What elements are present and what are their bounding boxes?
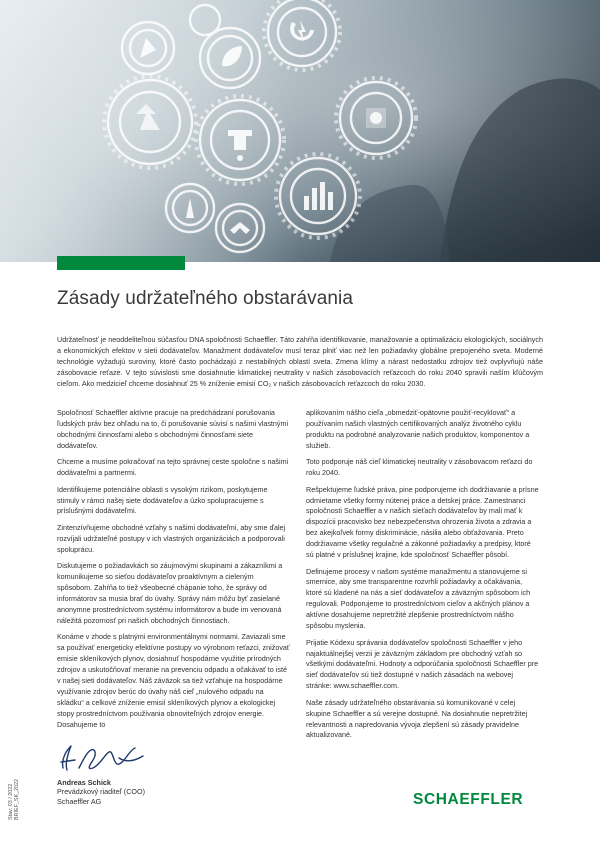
right-paragraph: Rešpektujeme ľudské práva, pine podporujeme ich dodržiavanie a prísne odmietame všetky formy nútenej práce a detskej práce. Zamestnanci spoločnosti Schaeffler a v našich sieťach dodávateľov by mali mať k dispozícii pracovisko bez nebezpečenstva ohrozenia života a zdravia a bez akejkoľvek formy diskriminácie, násilia alebo obťažovania. Preto dodržiavame všetky regulačné a zákonné požiadavky a predpisy, ktoré sú platné v príslušnej krajine, kde spoločnosť Schaeffler pôsobí. xyxy=(306,484,539,560)
left-paragraph: Spoločnosť Schaeffler aktívne pracuje na predchádzaní porušovania ľudských práv bez ohľadu na to, či porušovanie súvisí s našimi vlastnými obchodnými činnosťami alebo s obchodnými činnosťami siete dodávateľov. xyxy=(57,408,289,450)
right-column xyxy=(306,408,539,747)
hero-image xyxy=(0,0,600,262)
handwritten-signature xyxy=(57,740,147,774)
right-paragraph: aplikovaním nášho cieľa „obmedziť-opätovne použiť-recyklovať“ a používaním našich vlastných certifikovaných analýz životného cyklu produktu na podrobné analyzovanie našich produktov, komponentov a služieb. xyxy=(306,408,530,450)
right-paragraph: Prijatie Kódexu správania dodávateľov spoločnosti Schaeffler v jeho najaktuálnejšej verzii je záväzným základom pre obchodný vzťah so všetkými dodávateľmi. Hodnoty a odporúčania spoločnosti Schaeffler pre sieť dodávateľov sú tiež dostupné v našich zásadách na webovej stránke: www.schaeffler.com. xyxy=(306,637,539,691)
side-status-text xyxy=(8,779,20,820)
right-paragraph: Definujeme procesy v našom systéme manažmentu a stanovujeme si smernice, aby sme transparentne rozvrhli požiadavky a očakávania, ktoré sú kladené na nás a sieť dodávateľov a záväzným spôsobom ich regulovali. Podporujeme to prostredníctvom cieľov a akčných plánov a aktívne dosahujeme nepretržité zlepšenie prostredníctvom nášho spôsobu myslenia. xyxy=(306,566,531,631)
page-title: Zásady udržateľného obstarávania xyxy=(57,288,354,309)
left-paragraph: Konáme v zhode s platnými environmentálnymi normami. Zaviazali sme sa používať energeticky efektívne postupy vo výrobnom reťazci, znižovať emisie skleníkových plynov, dosiahnuť hospodárne využitie prírodných zdrojov a uskutočňovať meranie na prevenciu odpadu a očakávať to isté v našej sieti dodávateľov. Náš záväzok sa tiež vzťahuje na hospodárne využívanie zdrojov berúc do úvahy náš cieľ „nulového odpadu na skládku“ a celkové zníženie emisií skleníkových plynov a ekologickej stopy prostredníctvom používania obnoviteľných zdrojov energie. Dosahujeme to xyxy=(57,632,290,729)
document-code: BRIEF_SK_2022 xyxy=(14,778,20,820)
right-paragraph: Naše zásady udržateľného obstarávania sú komunikované v celej skupine Schaeffler a sú verejne dostupné. Na dosiahnutie nepretržitej relevantnosti a napredovania vývoja zlepšení sú zásady pravidelne aktualizované. xyxy=(306,697,528,740)
right-paragraph: Toto podporuje náš cieľ klimatickej neutrality v zásobovacom reťazci do roku 2040. xyxy=(306,457,533,478)
left-paragraph: Zintenzívňujeme obchodné vzťahy s našimi dodávateľmi, aby sme ďalej rozvíjali udržateľné postupy v ich vlastných organizáciách a podporovali spoluprácu. xyxy=(57,522,286,554)
left-paragraph: Identifikujeme potenciálne oblasti s vysokým rizikom, poskytujeme stimuly v rámci našej siete dodávateľov a úzko spolupracujeme s príslušnými dodávateľmi. xyxy=(57,484,268,516)
signatory-company: Schaeffler AG xyxy=(57,797,102,807)
left-paragraph: Chceme a musíme pokračovať na tejto správnej ceste spoločne s našimi dodávateľmi a partnermi. xyxy=(57,457,289,478)
intro-paragraph: Udržateľnosť je neoddeliteľnou súčasťou DNA spoločnosti Schaeffler. Táto zahŕňa identifikovanie, manažovanie a optimalizáciu ekologických, sociálnych a ekonomických efektov v sieti dodávateľov. Manažment dodávateľov musí teraz plniť viac než len požiadavky globálne prepojeného sveta. Moderné technológie vyžadujú suroviny, ktoré často pochádzajú z nestabilných oblastí sveta. Zmena klímy a nárast nedostatku zdrojov tiež ovplyvňujú náše zásobovacie reťaze. V tejto súvislosti sme dosiahnutie klimatickej neutrality v našich zásobovacích reťazcoch do roku 2040 spravili naším kľúčovým cieľom. Ako medzicieľ chceme dosiahnuť 25 % zníženie emisií CO₂ v našich zásobovacích reťazcoch do roku 2030. xyxy=(57,335,543,388)
signatory-role: Prevádzkový riaditeľ (COO) xyxy=(57,787,145,796)
signature-block xyxy=(57,740,257,808)
left-column xyxy=(57,408,290,736)
sustainability-gears-illustration xyxy=(0,0,600,262)
brand-accent-bar xyxy=(57,256,185,270)
signatory-name: Andreas Schick xyxy=(57,778,111,787)
schaeffler-logo: SCHAEFFLER xyxy=(413,791,524,808)
left-paragraph: Diskutujeme o požiadavkách so záujmovými skupinami a zákazníkmi a komunikujeme so sieťou dodávateľov proaktívnym a cieleným spôsobom. Zahŕňa to tiež všeobecné chápanie toho, že správy od informátorov sa musia brať do úvahy. Správy nám môžu byť zasielané anonymne prostredníctvom systému informátorov a bude im venovaná náležitá pozornosť pri našich obchodných činnostiach. xyxy=(57,561,283,625)
status-date: Stav: 03 / 2022 xyxy=(8,783,14,820)
